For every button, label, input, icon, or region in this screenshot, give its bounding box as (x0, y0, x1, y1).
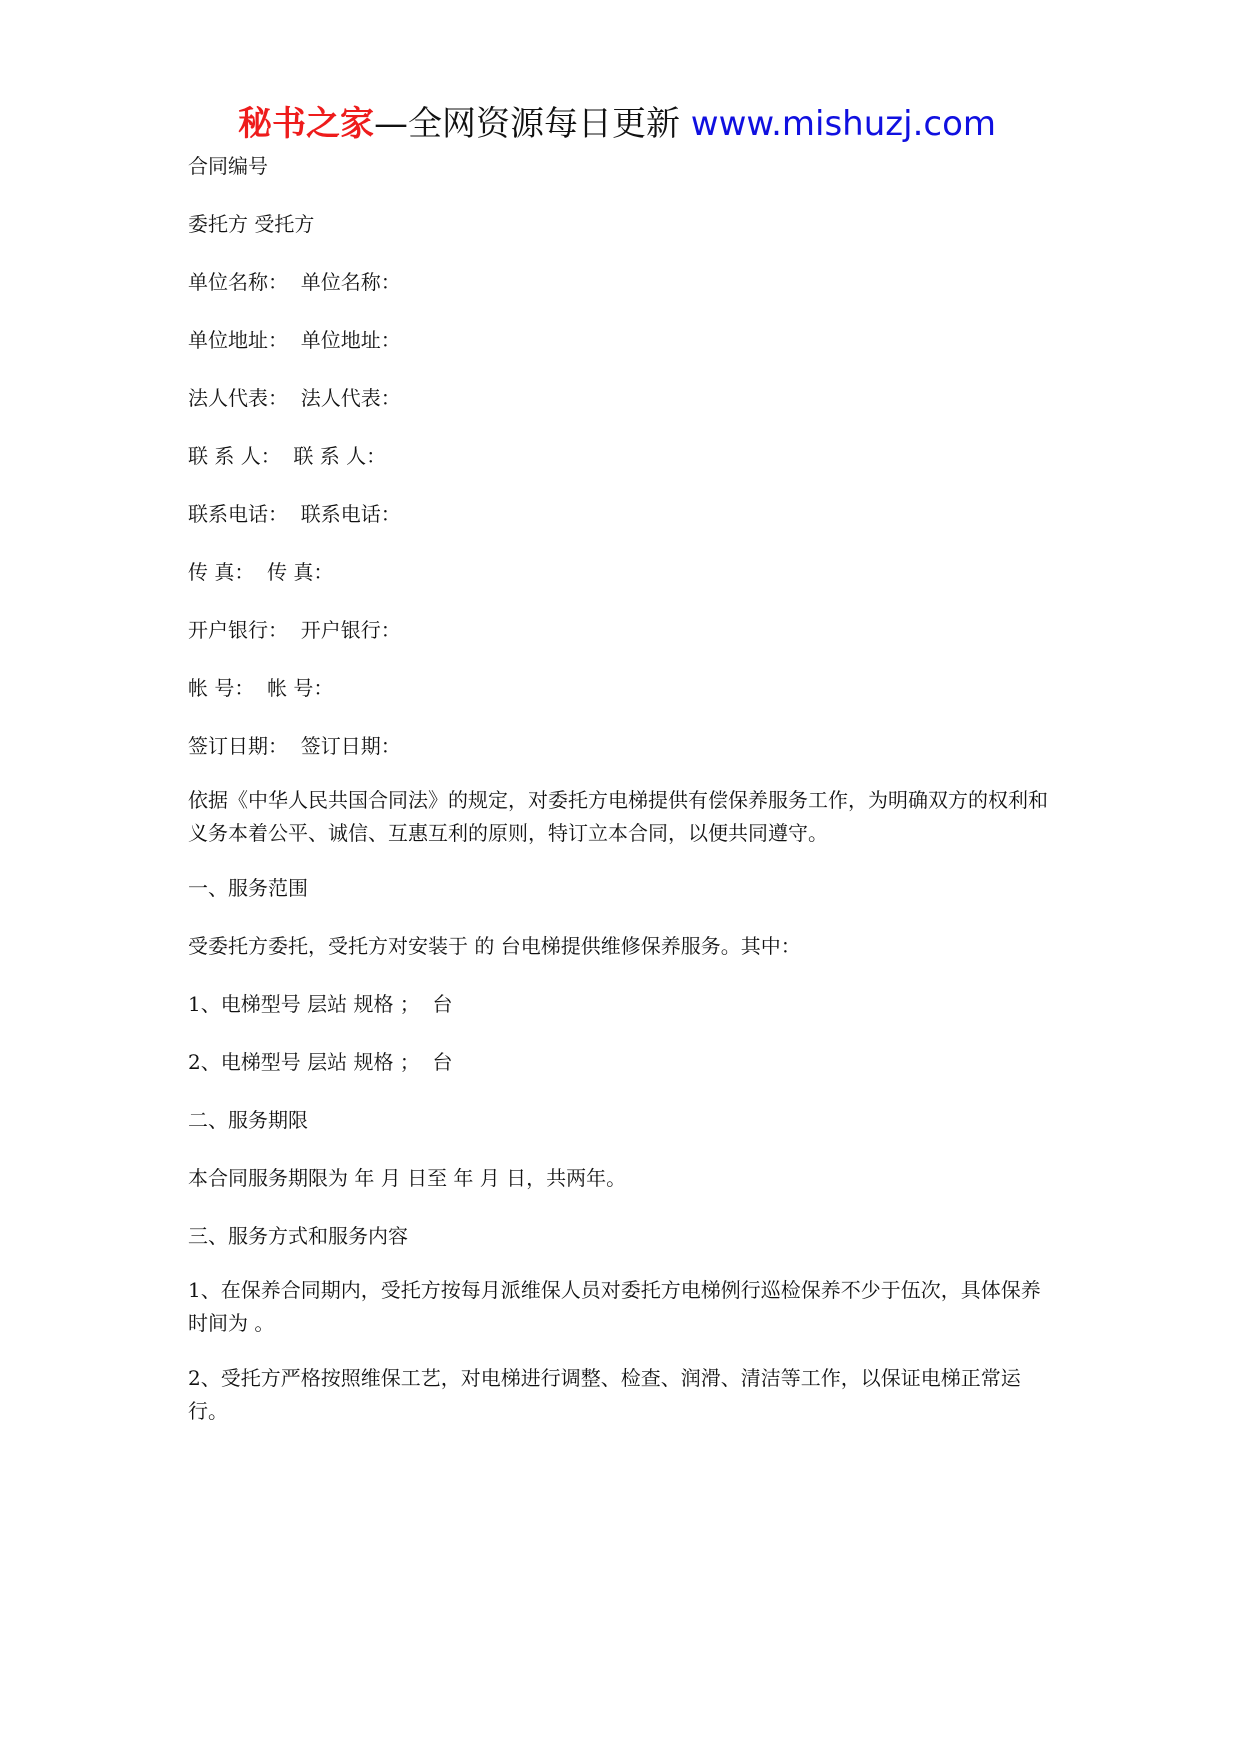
field-phone: 联系电话： 联系电话： (188, 502, 401, 526)
section-1-item: 1、电梯型号 层站 规格 ； 台 (188, 992, 453, 1016)
parties-heading: 委托方 受托方 (188, 212, 315, 236)
section-1-item: 2、电梯型号 层站 规格 ； 台 (188, 1050, 453, 1074)
field-account: 帐 号： 帐 号： (188, 676, 334, 700)
section-1-title: 一、服务范围 (188, 876, 308, 900)
field-legal-rep: 法人代表： 法人代表： (188, 386, 401, 410)
section-2-text: 本合同服务期限为 年 月 日至 年 月 日，共两年。 (188, 1166, 627, 1190)
section-3-item: 2、受托方严格按照维保工艺，对电梯进行调整、检查、润滑、清洁等工作，以保证电梯正常运行。 (188, 1366, 1021, 1423)
preamble-paragraph: 依据《中华人民共国合同法》的规定，对委托方电梯提供有偿保养服务工作，为明确双方的权利和义务本着公平、诚信、互惠互利的原则，特订立本合同，以便共同遵守。 (188, 788, 1048, 845)
field-fax: 传 真： 传 真： (188, 560, 334, 584)
field-unit-name: 单位名称： 单位名称： (188, 270, 401, 294)
field-unit-address: 单位地址： 单位地址： (188, 328, 401, 352)
section-3-item: 1、在保养合同期内，受托方按每月派维保人员对委托方电梯例行巡检保养不少于伍次，具体保养时间为 。 (188, 1278, 1041, 1335)
banner-brand: 秘书之家 (237, 104, 374, 144)
banner-tagline: —全网资源每日更新 (373, 104, 691, 144)
field-contact: 联 系 人： 联 系 人： (188, 444, 387, 468)
site-banner (0, 100, 1234, 148)
field-bank: 开户银行： 开户银行： (188, 618, 401, 642)
field-sign-date: 签订日期： 签订日期： (188, 734, 401, 758)
banner-url[interactable]: www.mishuzj.com (690, 104, 996, 144)
section-2-title: 二、服务期限 (188, 1108, 308, 1132)
section-3-title: 三、服务方式和服务内容 (188, 1224, 408, 1248)
section-1-intro: 受委托方委托，受托方对安装于 的 台电梯提供维修保养服务。其中： (188, 934, 801, 958)
contract-number-label: 合同编号 (188, 154, 268, 178)
